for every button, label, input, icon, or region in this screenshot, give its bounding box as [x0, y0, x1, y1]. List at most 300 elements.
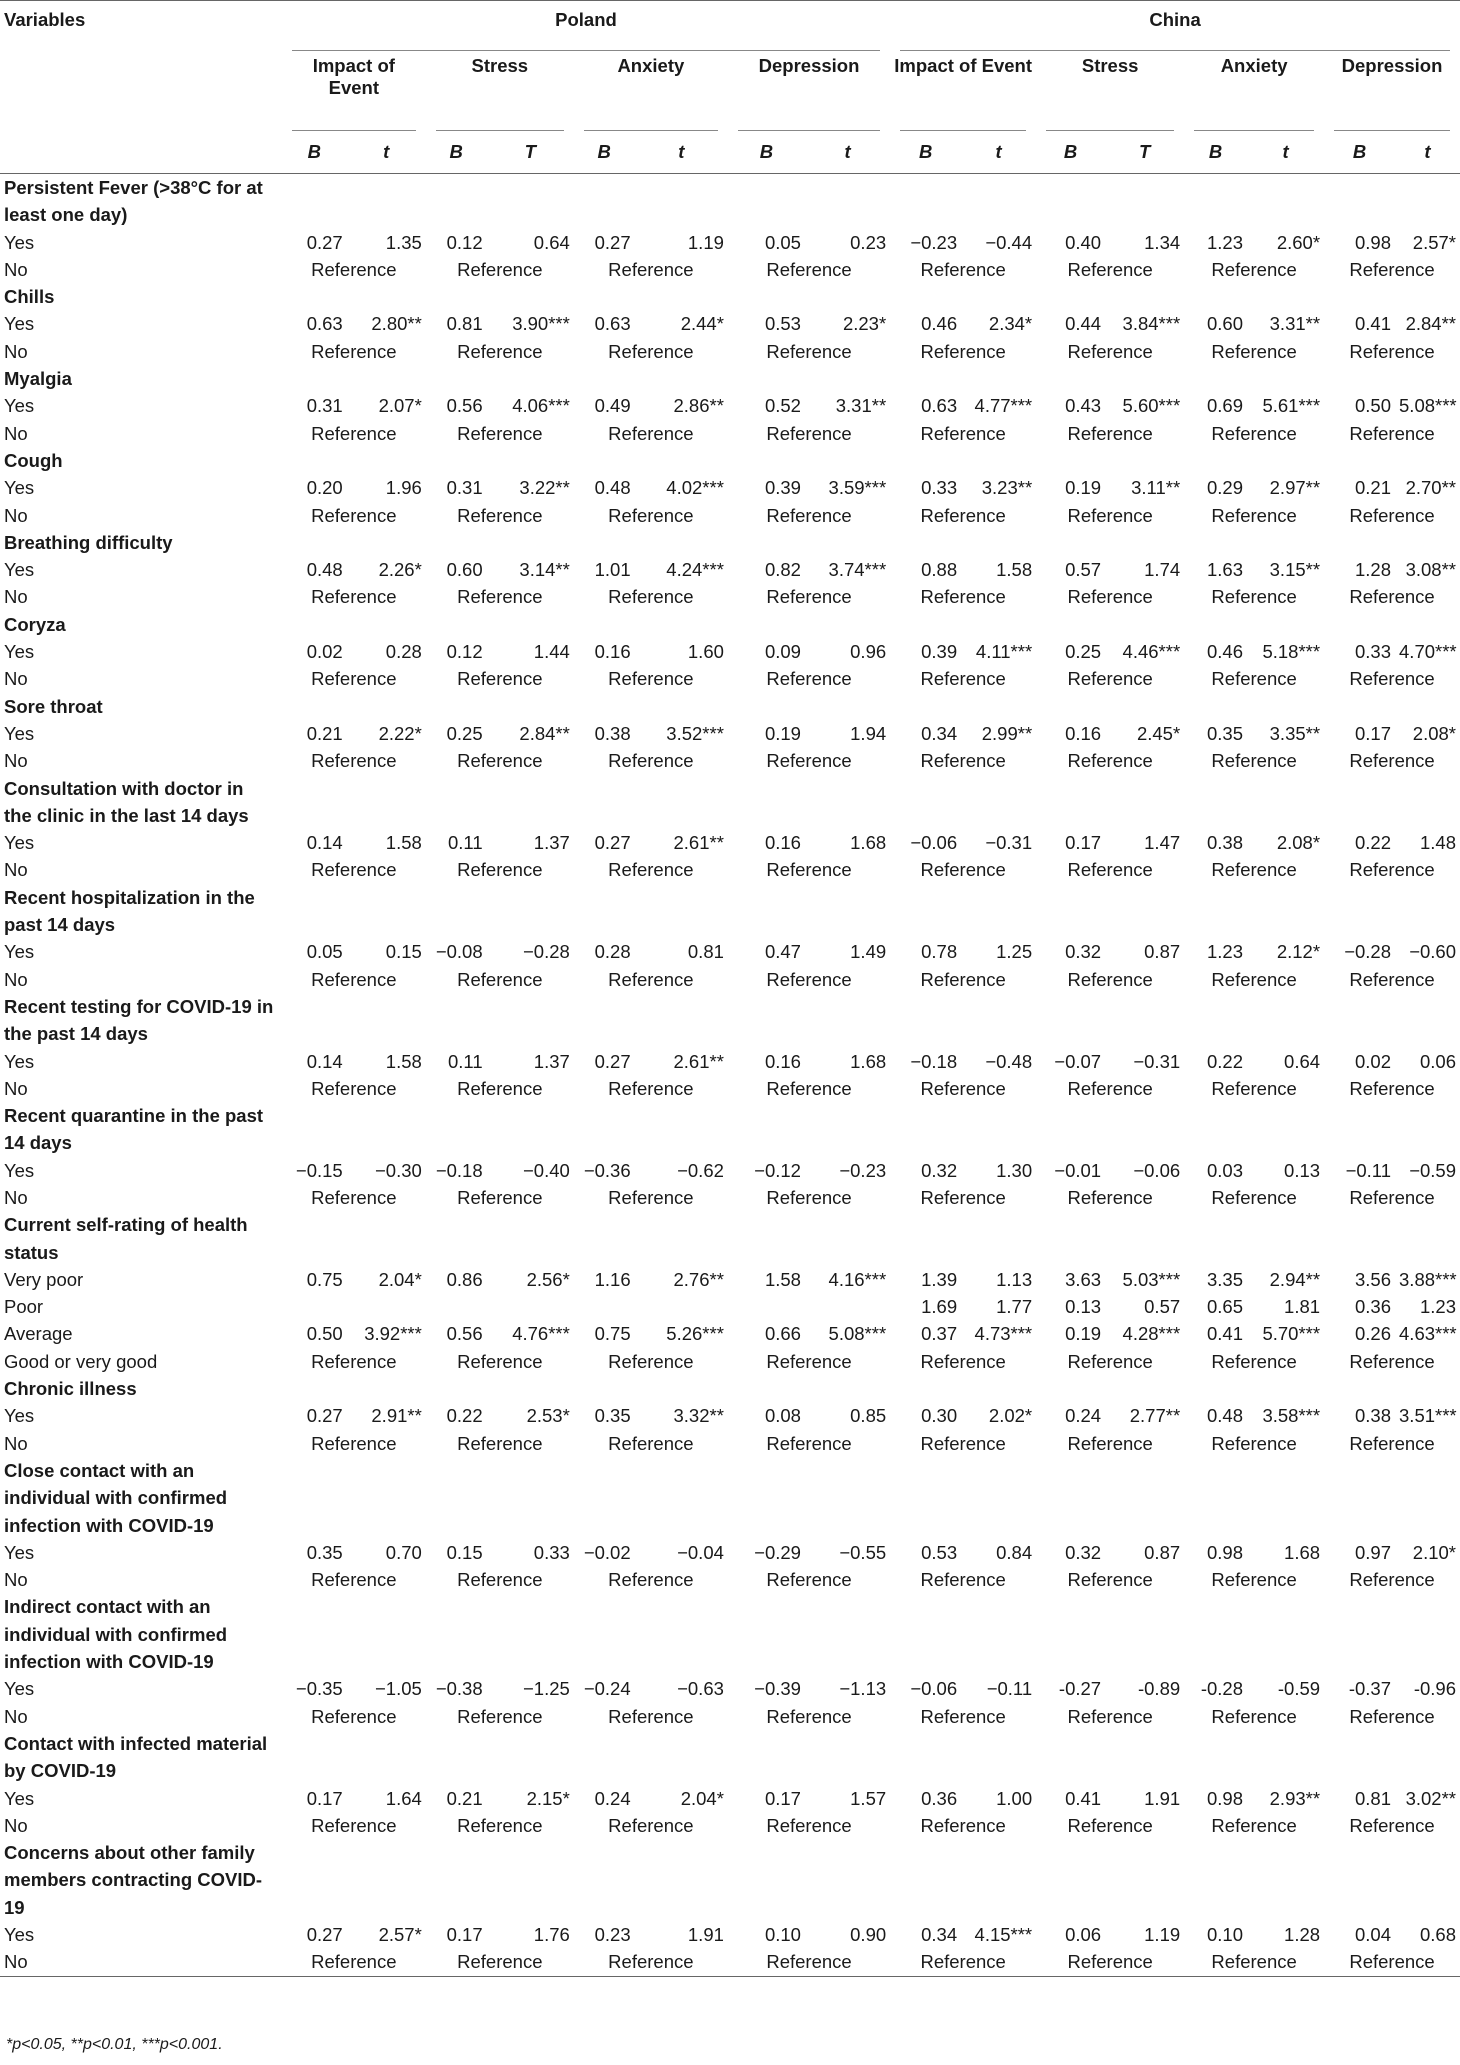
value-cell: 2.02* — [988, 1405, 1033, 1427]
value-cell — [426, 1293, 487, 1320]
value-cell: 0.19 — [764, 722, 801, 744]
value-cell: 1.64 — [385, 1787, 422, 1809]
row-label: No — [0, 1948, 282, 1976]
value-cell: 3.35** — [1269, 722, 1321, 744]
value-cell: 2.61** — [673, 1050, 724, 1072]
value-cell: 0.36 — [1355, 1296, 1392, 1318]
value-cell: 0.27 — [306, 1405, 343, 1427]
value-cell: 0.24 — [1065, 1405, 1102, 1427]
reference-cell: Reference — [1036, 1948, 1184, 1976]
value-cell: −0.38 — [435, 1678, 483, 1700]
value-cell: 0.87 — [1144, 941, 1181, 963]
reference-cell: Reference — [311, 1350, 397, 1372]
reference-cell: Reference — [1211, 340, 1297, 362]
stat-header: t — [1247, 131, 1324, 174]
value-cell: 0.02 — [1355, 1050, 1392, 1072]
section-row — [0, 775, 1460, 830]
value-cell — [487, 1293, 574, 1320]
value-cell: 3.35 — [1206, 1268, 1243, 1290]
reference-cell: Reference — [608, 586, 694, 608]
value-cell: 1.58 — [385, 832, 422, 854]
value-cell: 0.27 — [594, 1050, 631, 1072]
stat-header: t — [635, 131, 728, 174]
value-cell: 3.22** — [519, 477, 570, 499]
value-cell: 2.08* — [1412, 722, 1456, 744]
value-cell: 1.58 — [385, 1050, 422, 1072]
stat-header: B — [1036, 131, 1105, 174]
value-cell: 0.16 — [594, 641, 631, 663]
reference-cell: Reference — [311, 1814, 397, 1836]
reference-cell: Reference — [920, 340, 1006, 362]
value-cell: −0.28 — [1344, 941, 1392, 963]
row-label: No — [4, 586, 28, 608]
outcome-header: Stress — [1036, 51, 1184, 131]
value-cell: −0.35 — [295, 1678, 343, 1700]
section-row — [0, 1211, 1460, 1266]
value-cell: 2.77** — [1129, 1405, 1181, 1427]
row-label: Yes — [4, 477, 35, 499]
row-label: No — [4, 1814, 28, 1836]
section-title-text: Concerns about other family members contracting COVID-19 — [4, 1842, 263, 1918]
outcome-header: Depression — [728, 51, 890, 131]
section-title — [0, 1211, 1460, 1266]
reference-cell: Reference — [1067, 1814, 1153, 1836]
reference-cell: Reference — [728, 1948, 890, 1976]
value-cell: 0.08 — [764, 1405, 801, 1427]
section-title — [0, 1730, 1460, 1785]
value-cell: 4.77*** — [974, 395, 1033, 417]
section-row — [0, 693, 1460, 720]
data-row — [0, 665, 1460, 692]
row-label: No — [4, 750, 28, 772]
reference-cell: Reference — [457, 1186, 543, 1208]
reference-cell: Reference — [1211, 1077, 1297, 1099]
reference-cell: Reference — [1349, 258, 1435, 280]
reference-cell: Reference — [920, 1432, 1006, 1454]
reference-cell: Reference — [311, 504, 397, 526]
value-cell: 0.05 — [764, 231, 801, 253]
reference-cell: Reference — [920, 1569, 1006, 1591]
value-cell: 5.18*** — [1262, 641, 1321, 663]
value-cell: 3.90*** — [512, 313, 570, 335]
section-title — [0, 365, 1460, 392]
value-cell: 3.31** — [835, 395, 887, 417]
value-cell: 0.28 — [594, 941, 631, 963]
section-row — [0, 1730, 1460, 1785]
value-cell: −0.02 — [583, 1541, 631, 1563]
blank-cell — [0, 51, 282, 131]
reference-cell: Reference — [766, 504, 852, 526]
data-row — [0, 229, 1460, 256]
data-row — [0, 966, 1460, 993]
row-label: Yes — [4, 1787, 35, 1809]
value-cell: 1.76 — [533, 1924, 570, 1945]
reference-cell: Reference — [574, 1948, 728, 1976]
value-cell: 0.65 — [1206, 1296, 1243, 1318]
value-cell: 3.88*** — [1399, 1268, 1457, 1290]
value-cell: 0.39 — [764, 477, 801, 499]
stat-header: B — [282, 131, 347, 174]
value-cell: 4.70*** — [1399, 641, 1457, 663]
value-cell: 0.14 — [306, 832, 343, 854]
value-cell: 2.04* — [378, 1268, 422, 1290]
value-cell: 0.11 — [447, 1050, 483, 1072]
value-cell: 2.80** — [371, 313, 422, 335]
section-title-text: Myalgia — [4, 368, 72, 390]
outcome-header: Depression — [1324, 51, 1460, 131]
value-cell: 2.91** — [371, 1405, 422, 1427]
section-title — [0, 174, 1460, 229]
value-cell: 1.68 — [1284, 1541, 1321, 1563]
value-cell: 0.23 — [594, 1924, 631, 1945]
value-cell: 0.60 — [446, 559, 483, 581]
value-cell: 3.52*** — [666, 722, 724, 744]
value-cell: −0.11 — [986, 1678, 1033, 1700]
reference-cell: Reference — [457, 1705, 543, 1727]
value-cell: 2.84** — [1405, 313, 1456, 335]
section-row — [0, 365, 1460, 392]
value-cell: 1.94 — [850, 722, 887, 744]
value-cell: 1.68 — [850, 832, 887, 854]
reference-cell: Reference — [920, 586, 1006, 608]
value-cell: 5.03*** — [1122, 1268, 1181, 1290]
row-label: No — [4, 258, 28, 280]
section-title — [0, 1375, 1460, 1402]
reference-cell: Reference — [1067, 422, 1153, 444]
value-cell: 0.63 — [306, 313, 343, 335]
data-row — [0, 556, 1460, 583]
section-title — [0, 775, 1460, 830]
section-row — [0, 1593, 1460, 1675]
reference-cell: Reference — [457, 968, 543, 990]
value-cell: 1.48 — [1419, 832, 1456, 854]
value-cell: 0.26 — [1355, 1323, 1392, 1345]
reference-cell: Reference — [1067, 586, 1153, 608]
section-title-text: Contact with infected material by COVID-19 — [4, 1732, 268, 1782]
value-cell: -0.27 — [1058, 1678, 1102, 1700]
reference-cell: Reference — [457, 340, 543, 362]
row-label: Yes — [4, 559, 35, 581]
value-cell: 0.69 — [1206, 395, 1243, 417]
reference-cell: Reference — [920, 859, 1006, 881]
value-cell: 1.23 — [1206, 231, 1243, 253]
value-cell: 1.25 — [996, 941, 1033, 963]
value-cell: 0.21 — [446, 1787, 483, 1809]
value-cell: 2.76** — [673, 1268, 724, 1290]
section-title-text: Sore throat — [4, 695, 103, 717]
value-cell: −0.06 — [910, 832, 958, 854]
value-cell: 2.57* — [378, 1924, 422, 1945]
reference-cell: Reference — [1211, 422, 1297, 444]
value-cell: −1.13 — [839, 1678, 887, 1700]
row-label: No — [4, 340, 28, 362]
value-cell: 0.33 — [921, 477, 958, 499]
value-cell — [635, 1293, 728, 1320]
reference-cell: Reference — [457, 504, 543, 526]
reference-cell: Reference — [311, 1705, 397, 1727]
reference-cell: Reference — [1067, 968, 1153, 990]
section-title-text: Consultation with doctor in the clinic in the last 14 days — [4, 777, 249, 826]
value-cell: 0.87 — [1144, 1541, 1181, 1563]
value-cell: 1.68 — [850, 1050, 887, 1072]
value-cell: 0.32 — [1065, 1541, 1102, 1563]
value-cell: 0.50 — [306, 1323, 343, 1345]
data-row — [0, 1048, 1460, 1075]
value-cell: 2.07* — [378, 395, 422, 417]
stat-header: T — [487, 131, 574, 174]
section-row — [0, 1375, 1460, 1402]
value-cell: 2.34* — [988, 313, 1033, 335]
value-cell: 0.63 — [921, 395, 958, 417]
value-cell: 0.16 — [764, 832, 801, 854]
value-cell: 0.16 — [1065, 722, 1102, 744]
value-cell: 2.45* — [1136, 722, 1181, 744]
section-row — [0, 993, 1460, 1048]
value-cell: 0.46 — [1206, 641, 1243, 663]
reference-cell: Reference — [311, 422, 397, 444]
value-cell: 3.11** — [1131, 477, 1181, 499]
value-cell: 0.34 — [921, 1924, 958, 1945]
reference-cell: Reference — [1067, 1350, 1153, 1372]
data-row — [0, 1320, 1460, 1347]
value-cell: 1.35 — [385, 231, 422, 253]
reference-cell: Reference — [311, 586, 397, 608]
value-cell: 0.41 — [1065, 1787, 1102, 1809]
value-cell: 0.29 — [1206, 477, 1243, 499]
value-cell: 3.56 — [1355, 1268, 1392, 1290]
reference-cell: Reference — [457, 668, 543, 690]
poland-header: Poland — [282, 1, 890, 51]
value-cell: 0.46 — [921, 313, 958, 335]
value-cell: −0.07 — [1054, 1050, 1102, 1072]
value-cell: −0.29 — [754, 1541, 801, 1563]
value-cell: 0.02 — [306, 641, 343, 663]
data-row — [0, 1948, 1460, 1976]
row-label: Yes — [4, 1541, 35, 1563]
data-row — [0, 1430, 1460, 1457]
value-cell: 0.56 — [446, 395, 483, 417]
value-cell: 0.28 — [385, 641, 422, 663]
reference-cell: Reference — [920, 1705, 1006, 1727]
reference-cell: Reference — [457, 1350, 543, 1372]
value-cell: 0.27 — [594, 231, 631, 253]
value-cell: 3.32** — [673, 1405, 724, 1427]
value-cell: 0.39 — [921, 641, 958, 663]
value-cell: 0.31 — [306, 395, 343, 417]
section-title — [0, 447, 1460, 474]
value-cell: 0.13 — [1284, 1159, 1321, 1181]
value-cell: 2.60* — [1276, 231, 1321, 253]
value-cell: 0.17 — [764, 1787, 801, 1809]
reference-cell: Reference — [1211, 750, 1297, 772]
value-cell: 0.56 — [446, 1323, 483, 1345]
value-cell: 3.08** — [1405, 559, 1456, 581]
value-cell: 1.28 — [1355, 559, 1392, 581]
data-row — [0, 856, 1460, 883]
value-cell: 1.49 — [850, 941, 887, 963]
value-cell: 0.47 — [764, 941, 801, 963]
reference-cell: Reference — [1211, 859, 1297, 881]
value-cell: 0.30 — [921, 1405, 958, 1427]
reference-cell: Reference — [1211, 258, 1297, 280]
outcome-header: Impact of Event — [282, 51, 426, 131]
section-title — [0, 884, 1460, 939]
row-label: Average — [4, 1323, 73, 1345]
reference-cell: Reference — [1211, 1186, 1297, 1208]
value-cell: 1.01 — [594, 559, 631, 581]
value-cell: 2.99** — [981, 722, 1033, 744]
data-row — [0, 1293, 1460, 1320]
reference-cell: Reference — [1349, 668, 1435, 690]
value-cell: 2.10* — [1412, 1541, 1456, 1563]
reference-cell: Reference — [457, 258, 543, 280]
value-cell: 1.44 — [533, 641, 570, 663]
value-cell: 1.19 — [687, 231, 724, 253]
data-row — [0, 392, 1460, 419]
stat-header: B — [574, 131, 635, 174]
row-label: Yes — [4, 1405, 35, 1427]
value-cell: 0.35 — [306, 1541, 343, 1563]
stat-header: B — [1324, 131, 1395, 174]
outcome-header: Stress — [426, 51, 574, 131]
value-cell: 4.76*** — [512, 1323, 570, 1345]
section-row — [0, 1102, 1460, 1157]
value-cell: 0.64 — [533, 231, 570, 253]
value-cell: 0.22 — [1206, 1050, 1243, 1072]
value-cell: 2.93** — [1269, 1787, 1321, 1809]
footnote: *p<0.05, **p<0.01, ***p<0.001. — [6, 2036, 223, 2053]
reference-cell: Reference — [608, 258, 694, 280]
value-cell: 0.48 — [594, 477, 631, 499]
reference-cell: Reference — [457, 750, 543, 772]
section-title — [0, 693, 1460, 720]
value-cell: −0.40 — [523, 1159, 570, 1181]
value-cell: 0.31 — [446, 477, 483, 499]
reference-cell: Reference — [766, 1569, 852, 1591]
reference-cell: Reference — [457, 1814, 543, 1836]
data-row — [0, 638, 1460, 665]
reference-cell: Reference — [920, 422, 1006, 444]
reference-cell: Reference — [608, 504, 694, 526]
value-cell: 0.36 — [921, 1787, 958, 1809]
value-cell: 0.44 — [1065, 313, 1102, 335]
value-cell: 1.57 — [850, 1787, 887, 1809]
row-label: No — [4, 859, 28, 881]
value-cell: −0.06 — [1133, 1159, 1181, 1181]
row-label: No — [4, 1705, 28, 1727]
value-cell: 0.38 — [1355, 1405, 1392, 1427]
value-cell: 0.17 — [306, 1787, 343, 1809]
reference-cell: Reference — [1211, 1814, 1297, 1836]
value-cell: 0.27 — [594, 832, 631, 854]
value-cell: 0.50 — [1355, 395, 1392, 417]
reference-cell: Reference — [311, 859, 397, 881]
value-cell: 3.51*** — [1399, 1405, 1457, 1427]
value-cell: 0.82 — [764, 559, 801, 581]
stat-header: B — [890, 131, 961, 174]
section-title — [0, 529, 1460, 556]
reference-cell: Reference — [311, 340, 397, 362]
value-cell: 2.26* — [378, 559, 422, 581]
data-row — [0, 310, 1460, 337]
value-cell: 1.13 — [996, 1268, 1033, 1290]
reference-cell: Reference — [457, 1077, 543, 1099]
reference-cell: Reference — [311, 258, 397, 280]
value-cell: 5.08*** — [1399, 395, 1457, 417]
reference-cell: Reference — [766, 859, 852, 881]
data-row — [0, 583, 1460, 610]
value-cell: 0.98 — [1206, 1787, 1243, 1809]
reference-cell: Reference — [457, 859, 543, 881]
value-cell: 1.28 — [1284, 1924, 1321, 1945]
reference-cell: Reference — [1211, 1350, 1297, 1372]
value-cell: 2.61** — [673, 832, 724, 854]
value-cell: 3.63 — [1065, 1268, 1102, 1290]
value-cell: 1.30 — [996, 1159, 1033, 1181]
value-cell: 2.56* — [526, 1268, 570, 1290]
value-cell: 0.64 — [1284, 1050, 1321, 1072]
value-cell: −0.01 — [1054, 1159, 1102, 1181]
data-row — [0, 420, 1460, 447]
row-label: Very poor — [4, 1268, 84, 1290]
reference-cell: Reference — [608, 340, 694, 362]
reference-cell: Reference — [1324, 1948, 1460, 1976]
reference-cell: Reference — [890, 1948, 1036, 1976]
value-cell: 1.37 — [533, 1050, 570, 1072]
value-cell: 0.57 — [1065, 559, 1102, 581]
value-cell: 3.15** — [1269, 559, 1321, 581]
value-cell: 0.11 — [447, 832, 483, 854]
row-label: Yes — [4, 832, 35, 854]
reference-cell: Reference — [311, 668, 397, 690]
value-cell: −0.04 — [677, 1541, 724, 1563]
section-title — [0, 1457, 1460, 1539]
reference-cell: Reference — [1349, 1814, 1435, 1836]
reference-cell: Reference — [1349, 1432, 1435, 1454]
value-cell: −0.31 — [985, 832, 1033, 854]
value-cell: 0.22 — [1355, 832, 1392, 854]
reference-cell: Reference — [608, 968, 694, 990]
section-row — [0, 1839, 1460, 1921]
row-label: No — [4, 1186, 28, 1208]
section-title-text: Coryza — [4, 613, 66, 635]
value-cell: 1.34 — [1144, 231, 1181, 253]
value-cell: 3.31** — [1269, 313, 1321, 335]
value-cell: 1.58 — [996, 559, 1033, 581]
reference-cell: Reference — [766, 422, 852, 444]
value-cell: 1.47 — [1144, 832, 1181, 854]
reference-cell: Reference — [1211, 586, 1297, 608]
value-cell: 0.15 — [385, 941, 422, 963]
reference-cell: Reference — [457, 1569, 543, 1591]
value-cell: 0.66 — [764, 1323, 801, 1345]
value-cell: 0.27 — [306, 1924, 343, 1945]
reference-cell: Reference — [766, 1350, 852, 1372]
reference-cell: Reference — [1184, 1948, 1324, 1976]
row-label: No — [4, 1432, 28, 1454]
row-label: No — [4, 504, 28, 526]
value-cell — [347, 1293, 426, 1320]
reference-cell: Reference — [1067, 1569, 1153, 1591]
value-cell: 0.43 — [1065, 395, 1102, 417]
reference-cell: Reference — [766, 668, 852, 690]
value-cell: 0.32 — [1065, 941, 1102, 963]
value-cell: 0.96 — [850, 641, 887, 663]
value-cell: −1.05 — [374, 1678, 422, 1700]
reference-cell: Reference — [766, 1077, 852, 1099]
variables-header: Variables — [0, 1, 282, 51]
section-title-text: Chronic illness — [4, 1378, 137, 1400]
